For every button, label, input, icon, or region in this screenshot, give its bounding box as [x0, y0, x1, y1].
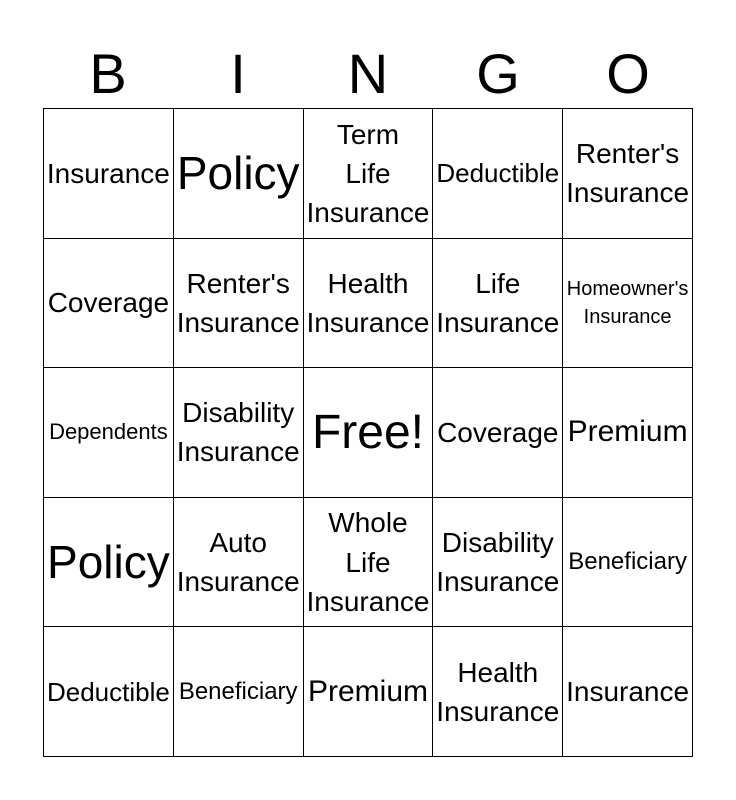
- bingo-cell[interactable]: [174, 627, 304, 757]
- cell-text: Policy: [176, 147, 300, 200]
- bingo-cell[interactable]: [44, 627, 174, 757]
- bingo-header: [43, 40, 693, 108]
- cell-text: Health Insurance: [306, 267, 430, 338]
- bingo-cell[interactable]: [433, 368, 563, 498]
- cell-text: Coverage: [437, 416, 559, 448]
- cell-text: Term Life Insurance: [306, 118, 430, 228]
- bingo-cell[interactable]: [174, 109, 304, 239]
- bingo-cell[interactable]: [433, 239, 563, 369]
- cell-text: Insurance: [46, 157, 170, 189]
- bingo-cell[interactable]: [433, 498, 563, 628]
- bingo-cell[interactable]: [44, 498, 174, 628]
- bingo-cell[interactable]: [44, 368, 174, 498]
- bingo-cell[interactable]: [563, 239, 693, 369]
- bingo-cell[interactable]: [44, 109, 174, 239]
- bingo-cell[interactable]: [433, 109, 563, 239]
- cell-text: Renter's Insurance: [566, 138, 690, 209]
- bingo-cell[interactable]: [563, 627, 693, 757]
- cell-text: Disability Insurance: [436, 526, 560, 598]
- header-letter-i: I: [230, 42, 246, 105]
- cell-text: Deductible: [46, 676, 170, 707]
- bingo-cell[interactable]: [563, 498, 693, 628]
- bingo-cell[interactable]: [304, 239, 434, 369]
- cell-text: Dependents: [49, 419, 168, 445]
- header-letter-g: G: [476, 42, 520, 105]
- bingo-cell[interactable]: [304, 109, 434, 239]
- cell-text: Insurance: [566, 676, 690, 708]
- cell-text: Deductible: [436, 158, 560, 189]
- cell-text: Renter's Insurance: [176, 267, 300, 338]
- free-space-cell[interactable]: [304, 368, 434, 498]
- cell-text: Homeowner's Insurance: [566, 277, 689, 328]
- bingo-cell[interactable]: [44, 239, 174, 369]
- header-letter-b: B: [89, 42, 127, 105]
- cell-text: Whole Life Insurance: [306, 507, 430, 617]
- cell-text: Health Insurance: [436, 656, 560, 727]
- header-letter-n: N: [347, 42, 389, 105]
- cell-text: Disability Insurance: [176, 397, 300, 468]
- cell-text: Life Insurance: [436, 267, 560, 338]
- bingo-cell[interactable]: [174, 498, 304, 628]
- cell-text: Beneficiary: [568, 548, 687, 576]
- cell-text: Auto Insurance: [176, 526, 300, 598]
- bingo-cell[interactable]: [304, 627, 434, 757]
- bingo-cell[interactable]: [304, 498, 434, 628]
- cell-text: Premium: [307, 674, 428, 708]
- cell-text: Policy: [47, 535, 170, 588]
- bingo-cell[interactable]: [433, 627, 563, 757]
- header-letter-o: O: [606, 42, 650, 105]
- cell-text: Free!: [311, 405, 424, 459]
- bingo-grid: [43, 108, 693, 757]
- cell-text: Premium: [567, 415, 688, 449]
- bingo-cell[interactable]: [563, 368, 693, 498]
- cell-text: Beneficiary: [178, 677, 298, 705]
- bingo-cell[interactable]: [563, 109, 693, 239]
- bingo-cell[interactable]: [174, 368, 304, 498]
- bingo-cell[interactable]: [174, 239, 304, 369]
- cell-text: Coverage: [47, 287, 170, 319]
